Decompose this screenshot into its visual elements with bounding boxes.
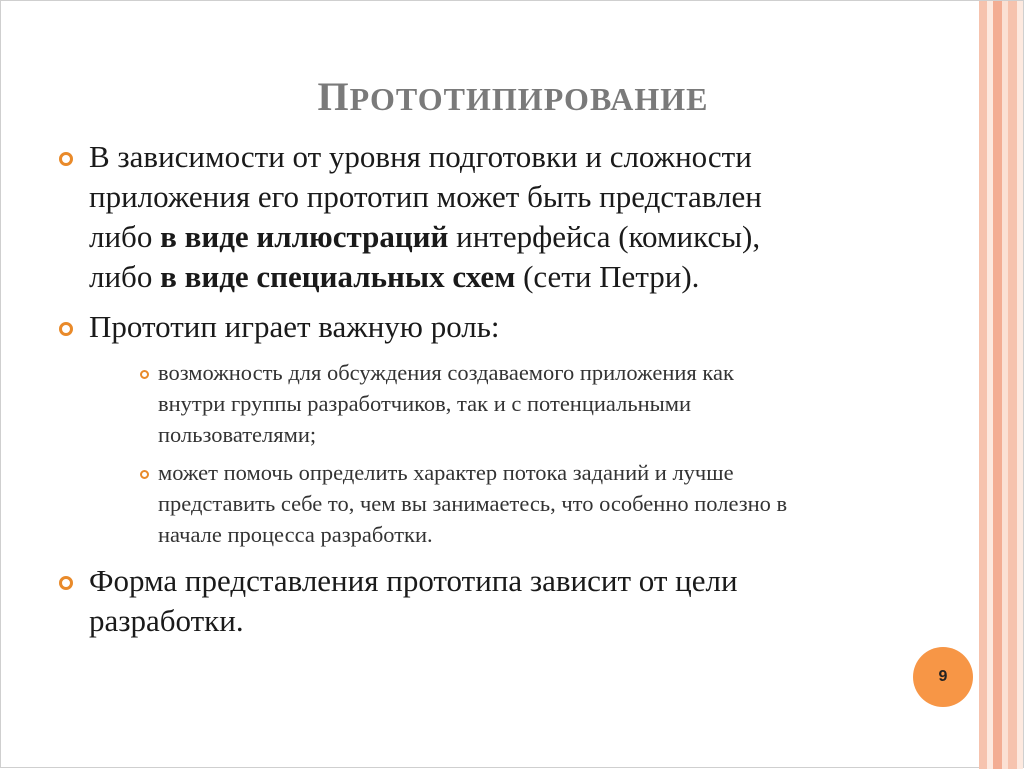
emphasis-text: в виде специальных схем xyxy=(160,259,516,294)
bullet-1-line: В зависимости от уровня подготовки и сложности xyxy=(89,139,752,174)
bullet-marker-icon xyxy=(59,322,73,336)
emphasis-text: в виде иллюстраций xyxy=(160,219,449,254)
sub-bullet-line: начале процесса разработки. xyxy=(158,522,433,547)
sub-bullet-2 xyxy=(158,457,787,550)
bullet-1-line xyxy=(89,257,762,297)
bullet-2: Прототип играет важную роль: xyxy=(89,309,500,344)
bullet-marker-icon xyxy=(59,152,73,166)
sub-bullet-marker-icon xyxy=(140,470,149,479)
title-rest: РОТОТИПИРОВАНИЕ xyxy=(349,81,709,117)
bullet-3-line: Форма представления прототипа зависит от цели xyxy=(89,563,738,598)
bullet-1 xyxy=(89,137,762,297)
sub-bullet-line: возможность для обсуждения создаваемого приложения как xyxy=(158,360,734,385)
sub-bullet-line: представить себе то, чем вы занимаетесь, что особенно полезно в xyxy=(158,491,788,516)
title-lead: П xyxy=(317,74,350,119)
sub-bullet-line: внутри группы разработчиков, так и с потенциальными xyxy=(158,391,692,416)
sub-bullet-line: может помочь определить характер потока заданий и лучше xyxy=(158,460,734,485)
bullet-1-line: приложения его прототип может быть представлен xyxy=(89,179,762,214)
text-run: либо xyxy=(89,219,161,254)
text-run: (сети Петри). xyxy=(515,259,700,294)
bullet-3-line: разработки. xyxy=(89,603,244,638)
sub-bullet-1 xyxy=(158,357,734,450)
page-number-badge: 9 xyxy=(913,647,973,707)
bullet-3 xyxy=(89,561,738,641)
bullet-marker-icon xyxy=(59,576,73,590)
sub-bullet-marker-icon xyxy=(140,370,149,379)
text-run: интерфейса (комиксы), xyxy=(448,219,761,254)
text-run: либо xyxy=(89,259,161,294)
slide-title xyxy=(1,73,1024,120)
bullet-1-line xyxy=(89,217,762,257)
sub-bullet-line: пользователями; xyxy=(158,422,317,447)
